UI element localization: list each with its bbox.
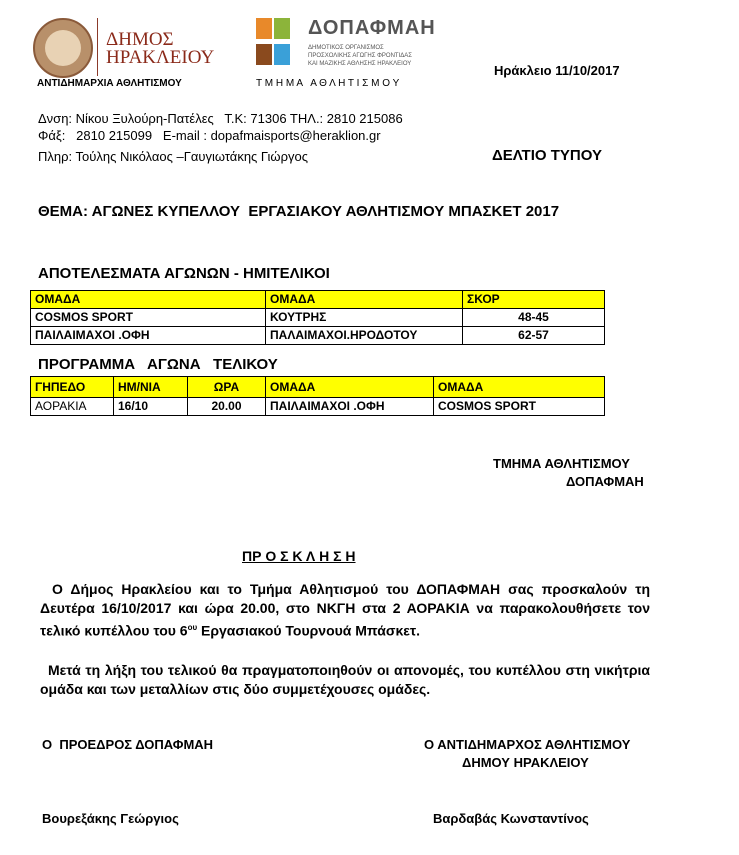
header-venue: ΓΗΠΕΔΟ — [31, 377, 114, 398]
results-title: ΑΠΟΤΕΛΕΣΜΑΤΑ ΑΓΩΝΩΝ - ΗΜΙΤΕΛΙΚΟΙ — [38, 265, 330, 282]
table-row — [31, 327, 605, 345]
results-table — [30, 290, 605, 345]
right-department: Τ Μ Η Μ Α Α Θ Λ Η Τ Ι Σ Μ Ο Υ — [256, 78, 400, 89]
invitation-paragraph-2: Μετά τη λήξη του τελικού θα πραγματοποιηθούν οι απονομές, του κυπέλλου στη νικήτρια ομάδα και των μεταλλίων στις δύο συμμετέχουσες ομάδες. — [40, 662, 650, 697]
team1: COSMOS SPORT — [31, 309, 266, 327]
header-team2: ΟΜΑΔΑ — [266, 291, 463, 309]
president-title: Ο ΠΡΟΕΔΡΟΣ ΔΟΠΑΦΜΑΗ — [42, 737, 214, 752]
logo-line2: ΗΡΑΚΛΕΙΟΥ — [106, 47, 215, 68]
final-title: ΠΡΟΓΡΑΜΜΑ ΑΓΩΝΑ ΤΕΛΙΚΟΥ — [38, 356, 278, 373]
header-team1: ΟΜΑΔΑ — [31, 291, 266, 309]
p1-text: Ο Δήμος Ηρακλείου και το Τμήμα Αθλητισμού του ΔΟΠΑΦΜΑΗ σας προσκαλούν τη Δευτέρα 16/10/2017 και ώρα 20.00, στο ΝΚΓΗ στα 2 ΑΟΡΑΚΙΑ να παρακολουθήσετε τον τελικό κυπέλλου του 6 — [40, 581, 650, 639]
dopafmah-sub2: ΠΡΟΣΧΟΛΙΚΗΣ ΑΓΩΓΗΣ ΦΡΟΝΤΙΔΑΣ — [308, 53, 412, 59]
team2: COSMOS SPORT — [434, 398, 605, 416]
deputy-mayor-name: Βαρδαβάς Κωνσταντίνος — [433, 811, 589, 826]
invitation-title: ΠΡ Ο Σ Κ Λ Η Σ Η — [242, 548, 356, 564]
time: 20.00 — [188, 398, 266, 416]
deputy-mayor-title2: ΔΗΜΟΥ ΗΡΑΚΛΕΙΟΥ — [462, 755, 589, 770]
final-header-row — [31, 377, 605, 398]
municipality-seal-logo — [33, 18, 93, 78]
header-team2: ΟΜΑΔΑ — [434, 377, 605, 398]
table-row — [31, 309, 605, 327]
team2: ΚΟΥΤΡΗΣ — [266, 309, 463, 327]
venue: ΑΟΡΑΚΙΑ — [31, 398, 114, 416]
final-table — [30, 376, 605, 416]
score: 62-57 — [463, 327, 605, 345]
subject: ΘΕΜΑ: ΑΓΩΝΕΣ ΚΥΠΕΛΛΟΥ ΕΡΓΑΣΙΑΚΟΥ ΑΘΛΗΤΙΣΜΟΥ ΜΠΑΣΚΕΤ 2017 — [38, 203, 560, 220]
logo-divider — [97, 18, 98, 76]
dopafmah-logo-title: ΔΟΠΑΦΜΑΗ — [308, 17, 436, 39]
fax-email: Φάξ: 2810 215099 E-mail : dopafmaisports@heraklion.gr — [38, 128, 381, 143]
date: 16/10 — [114, 398, 188, 416]
logo-line1: ΔΗΜΟΣ — [106, 29, 174, 50]
dopafmah-sub3: ΚΑΙ ΜΑΖΙΚΗΣ ΑΘΛΗΣΗΣ ΗΡΑΚΛΕΙΟΥ — [308, 61, 412, 67]
score: 48-45 — [463, 309, 605, 327]
header-score: ΣΚΟΡ — [463, 291, 605, 309]
deputy-mayor-title: Ο ΑΝΤΙΔΗΜΑΡΧΟΣ ΑΘΛΗΤΙΣΜΟΥ — [424, 737, 631, 752]
left-department: ΑΝΤΙΔΗΜΑΡΧΙΑ ΑΘΛΗΤΙΣΜΟΥ — [37, 78, 182, 89]
info-contacts: Πληρ: Τούλης Νικόλαος –Γαυγιωτάκης Γιώργος — [38, 149, 308, 164]
header-team1: ΟΜΑΔΑ — [266, 377, 434, 398]
p1-superscript: ου — [187, 623, 198, 632]
dept-sign-line1: ΤΜΗΜΑ ΑΘΛΗΤΙΣΜΟΥ — [493, 456, 630, 471]
table-row — [31, 398, 605, 416]
invitation-paragraph-1 — [40, 580, 650, 641]
municipality-logo-text — [106, 31, 214, 67]
president-name: Βουρεξάκης Γεώργιος — [42, 811, 179, 826]
dept-sign-line2: ΔΟΠΑΦΜΑΗ — [566, 474, 644, 489]
date: Ηράκλειο 11/10/2017 — [494, 63, 620, 78]
dopafmah-sub1: ΔΗΜΟΤΙΚΟΣ ΟΡΓΑΝΙΣΜΟΣ — [308, 45, 384, 51]
team2: ΠΑΛΑΙΜΑΧΟΙ.ΗΡΟΔΟΤΟΥ — [266, 327, 463, 345]
header-date: ΗΜ/ΝΙΑ — [114, 377, 188, 398]
p1-text-end: Εργασιακού Τουρνουά Μπάσκετ. — [197, 622, 421, 639]
results-header-row — [31, 291, 605, 309]
team1: ΠΑΙΛΑΙΜΑΧΟΙ .ΟΦΗ — [266, 398, 434, 416]
team1: ΠΑΙΛΑΙΜΑΧΟΙ .ΟΦΗ — [31, 327, 266, 345]
document-type: ΔΕΛΤΙΟ ΤΥΠΟΥ — [492, 147, 602, 164]
header-time: ΩΡΑ — [188, 377, 266, 398]
address: Δνση: Νίκου Ξυλούρη-Πατέλες Τ.Κ: 71306 ΤΗΛ.: 2810 215086 — [38, 111, 403, 126]
